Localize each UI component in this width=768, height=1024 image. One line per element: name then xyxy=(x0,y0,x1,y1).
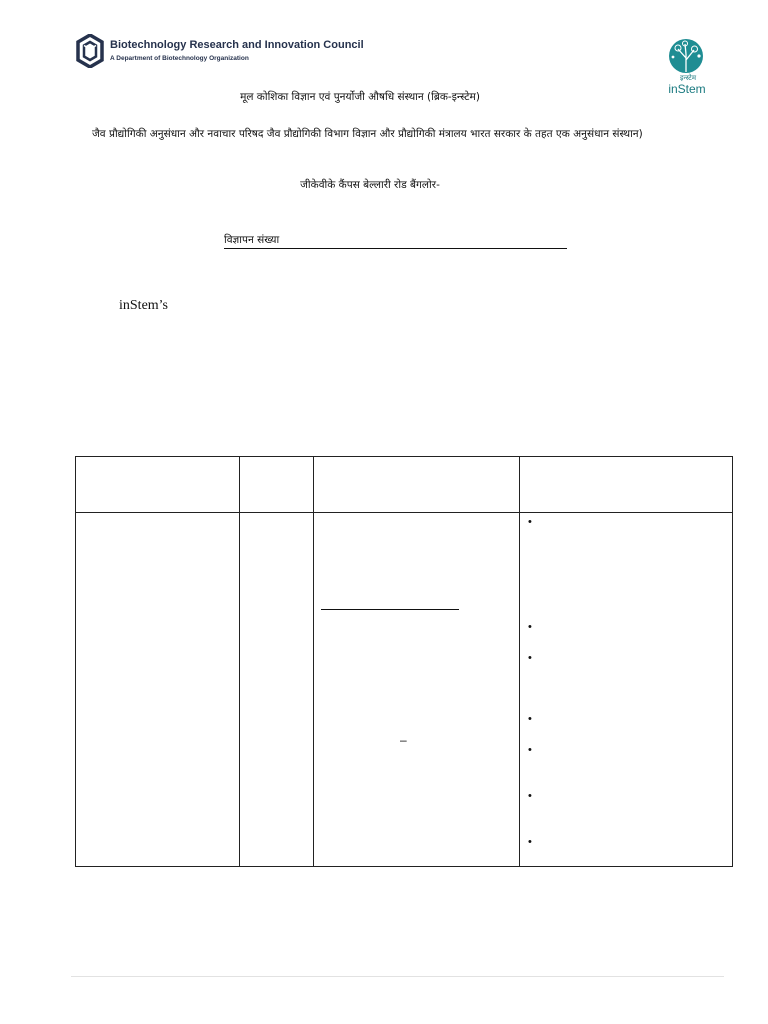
instems-text: inStem’s xyxy=(119,298,169,313)
bullet: • xyxy=(528,836,532,848)
dash-mark: – xyxy=(400,733,407,747)
instem-logo-icon xyxy=(665,38,709,76)
bullet: • xyxy=(528,790,532,802)
table-cell xyxy=(76,513,240,867)
table-cell xyxy=(314,513,520,867)
bullet: • xyxy=(528,744,532,756)
bric-subtitle: A Department of Biotechnology Organization xyxy=(110,55,249,62)
table-cell xyxy=(240,513,314,867)
table-header-cell xyxy=(520,457,733,513)
instem-hindi-name: इन्स्टेम xyxy=(679,74,697,82)
table-header-cell xyxy=(76,457,240,513)
bullet: • xyxy=(528,516,532,528)
bullet: • xyxy=(528,621,532,633)
bullet: • xyxy=(528,713,532,725)
table-row xyxy=(76,513,733,867)
instem-name: inStem xyxy=(668,82,706,96)
table-header-cell xyxy=(314,457,520,513)
posts-table xyxy=(75,456,733,867)
institute-affiliation-hindi: जैव प्रौद्योगिकी अनुसंधान और नवाचार परिषद जैव प्रौद्योगिकी विभाग विज्ञान और प्रौद्योगिकी मंत्रालय भारत सरकार के तहत एक अनुसंधान संस्थान) xyxy=(92,128,643,140)
institute-address-hindi: जीकेवीके कैंपस बेल्लारी रोड बैंगलोर- xyxy=(300,179,440,191)
table-cell xyxy=(520,513,733,867)
table-header-cell xyxy=(240,457,314,513)
footer-divider xyxy=(71,976,724,977)
institute-name-hindi: मूल कोशिका विज्ञान एवं पुनर्योजी औषधि संस्थान (ब्रिक-इन्स्टेम) xyxy=(240,91,480,103)
advertisement-number-label: विज्ञापन संख्या xyxy=(224,233,567,249)
underline-rule xyxy=(321,609,459,610)
table-header-row xyxy=(76,457,733,513)
bric-logo-icon xyxy=(76,34,104,68)
bullet: • xyxy=(528,652,532,664)
bric-title: Biotechnology Research and Innovation Council xyxy=(110,39,364,51)
